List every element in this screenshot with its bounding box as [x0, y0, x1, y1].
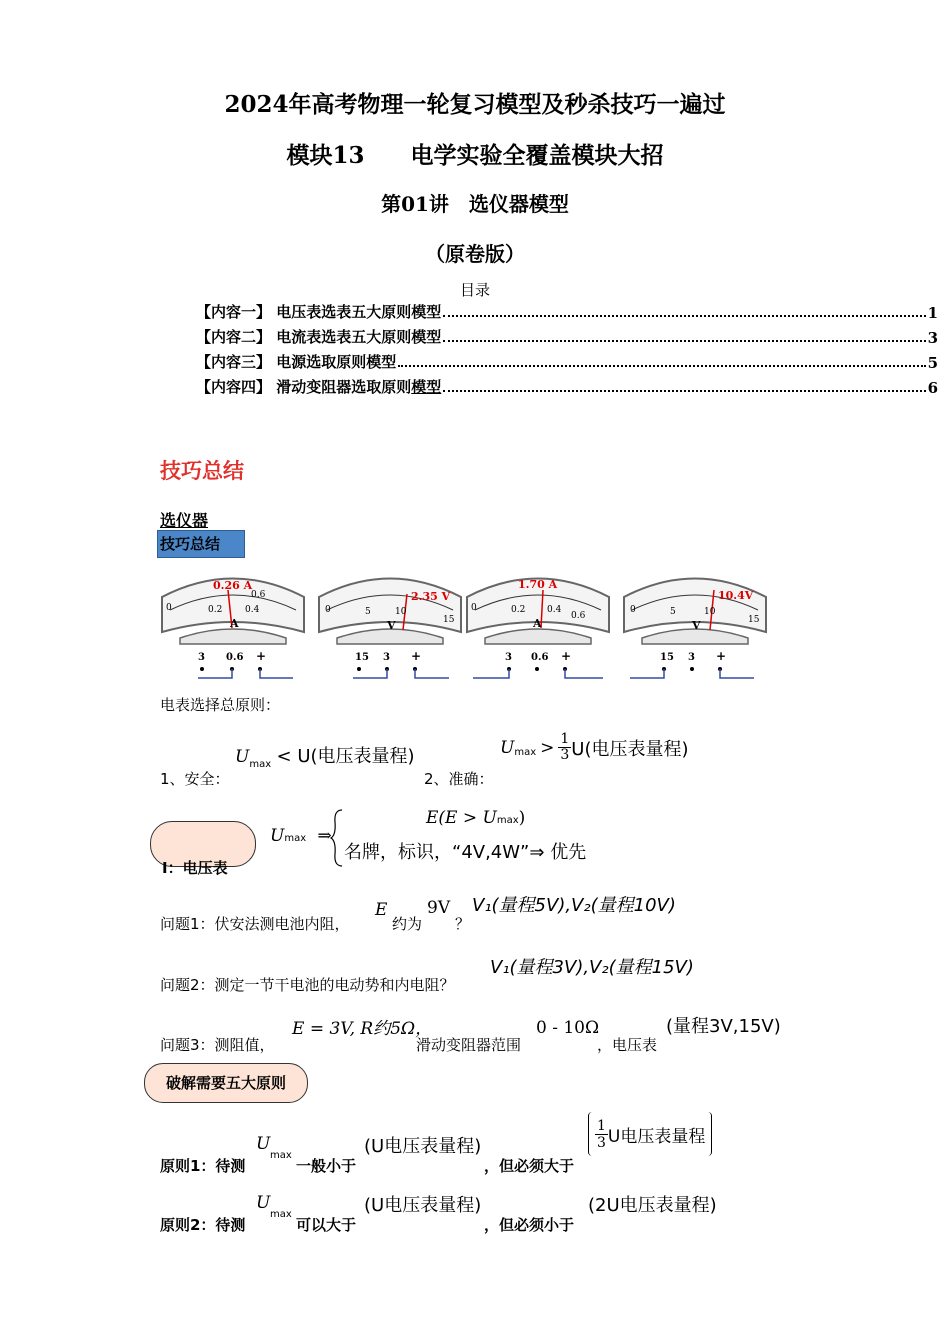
svg-text:5: 5	[365, 607, 371, 617]
svg-text:A: A	[230, 617, 239, 630]
meter-ammeter-2	[467, 578, 609, 678]
umax-arrow: Umax ⇒	[270, 826, 332, 846]
rule-2-umax: U	[256, 1193, 271, 1213]
q1-question-mark: ？	[455, 915, 471, 933]
svg-text:+: +	[561, 649, 572, 663]
module-title: 模块13 电学实验全覆盖模块大招	[286, 142, 664, 169]
q1-options: V₁(量程5V),V₂(量程10V)	[472, 895, 676, 916]
rule-1-min: 1 3 U电压表量程	[588, 1112, 712, 1156]
svg-text:0: 0	[325, 605, 331, 615]
toc-item-4[interactable]	[196, 375, 938, 397]
tips-box: 技巧总结	[157, 530, 245, 558]
lecture-title: 第01讲 选仪器模型	[381, 192, 569, 216]
q1-e: E	[375, 900, 388, 920]
svg-text:+: +	[411, 649, 422, 663]
svg-text:15: 15	[355, 652, 369, 663]
toc-page-number: 5	[927, 354, 938, 372]
toc-page-number: 3	[927, 329, 938, 347]
rule-2-less: ，但必须小于	[484, 1216, 575, 1234]
svg-text:3: 3	[688, 652, 695, 663]
rule-2-greater: 可以大于	[296, 1216, 357, 1234]
rule-2-umax-sub: max	[270, 1209, 292, 1220]
rule-1-umax: U	[256, 1134, 271, 1154]
svg-text:+: +	[716, 649, 727, 663]
rule-1-less: 一般小于	[296, 1157, 357, 1175]
meter-reading: 0.26 A	[213, 579, 253, 592]
q1-value: 9V	[427, 898, 451, 918]
meters-figure	[158, 572, 778, 687]
toc-item-label: 【内容二】 电流表选表五大原则模型	[196, 328, 442, 346]
voltmeter-label: I：电压表	[162, 859, 228, 877]
svg-text:3: 3	[383, 652, 390, 663]
toc-page-number: 1	[927, 304, 938, 322]
toc-item-2[interactable]	[196, 325, 938, 347]
rule-2-label: 原则2：待测	[160, 1216, 246, 1234]
meter-reading: 2.35 V	[411, 590, 451, 603]
svg-text:0: 0	[630, 605, 636, 615]
rule-1-greater: ，但必须大于	[484, 1157, 575, 1175]
svg-text:A: A	[533, 617, 542, 630]
toc-page-number: 6	[927, 379, 938, 397]
voltmeter-case-1: E(E > Umax)	[426, 808, 526, 828]
meter-principle-intro: 电表选择总原则：	[160, 696, 281, 714]
section-heading: 技巧总结	[160, 459, 244, 483]
svg-text:5: 5	[670, 607, 676, 617]
accuracy-formula: U max > 1 3 U(电压表量程)	[500, 731, 689, 763]
rule-1-label: 原则1：待测	[160, 1157, 246, 1175]
svg-text:0.2: 0.2	[511, 605, 526, 615]
rule-2-range: (U电压表量程)	[364, 1195, 482, 1216]
accuracy-label: 2、准确：	[424, 770, 494, 788]
q1-approx: 约为	[392, 915, 423, 933]
svg-text:15: 15	[660, 652, 674, 663]
toc-title: 目录	[459, 281, 490, 299]
meter-voltmeter-2	[624, 579, 766, 679]
svg-text:15: 15	[443, 615, 455, 625]
q2-options: V₁(量程3V),V₂(量程15V)	[490, 957, 694, 978]
svg-text:0: 0	[166, 603, 172, 613]
version-label: （原卷版）	[425, 242, 525, 266]
safety-formula: $U_{max} < U$(电压表量程)	[235, 746, 415, 770]
rule-1-range: (U电压表量程)	[364, 1136, 482, 1157]
svg-text:0: 0	[471, 603, 477, 613]
select-instruments-title: 选仪器	[160, 511, 209, 530]
question-3: 问题3：测阻值，	[160, 1036, 275, 1054]
q3-rheostat-label: 滑动变阻器范围	[416, 1036, 522, 1054]
svg-text:+: +	[256, 649, 267, 663]
toc-item-label: 【内容三】 电源选取原则模型	[196, 353, 397, 371]
meter-ammeter-1	[162, 579, 304, 679]
meter-voltmeter-1	[319, 579, 461, 679]
question-1: 问题1：伏安法测电池内阻，	[160, 915, 350, 933]
svg-text:0.4: 0.4	[547, 605, 562, 615]
five-principles-oval: 破解需要五大原则	[144, 1063, 308, 1103]
toc-item-label: 【内容一】 电压表选表五大原则模型	[196, 303, 442, 321]
doc-title: 2024年高考物理一轮复习模型及秒杀技巧一遍过	[224, 91, 726, 118]
q3-range: 0 - 10Ω	[536, 1018, 600, 1038]
meter-reading: 1.70 A	[518, 578, 558, 591]
brace-icon	[330, 808, 344, 868]
safety-label: 1、安全：	[160, 770, 230, 788]
svg-text:10: 10	[704, 607, 716, 617]
toc-item-1[interactable]	[196, 300, 938, 322]
voltmeter-case-2: 名牌，标识，“4V,4W”⇒ 优先	[344, 842, 587, 863]
svg-text:V: V	[387, 619, 396, 632]
svg-text:0.6: 0.6	[571, 611, 586, 621]
svg-text:V: V	[692, 619, 701, 632]
toc-item-3[interactable]	[196, 350, 938, 372]
svg-text:10: 10	[395, 607, 407, 617]
svg-text:3: 3	[198, 652, 205, 663]
meter-reading: 10.4V	[718, 589, 754, 602]
q3-options: (量程3V,15V)	[666, 1016, 781, 1037]
svg-text:15: 15	[748, 615, 760, 625]
svg-text:0.6: 0.6	[226, 652, 244, 663]
svg-text:3: 3	[505, 652, 512, 663]
svg-text:0.6: 0.6	[531, 652, 549, 663]
svg-text:0.6: 0.6	[251, 590, 266, 600]
svg-text:0.4: 0.4	[245, 605, 260, 615]
q3-voltmeter-label: ，电压表	[597, 1036, 658, 1054]
question-2: 问题2：测定一节干电池的电动势和内电阻？	[160, 976, 455, 994]
rule-2-max: (2U电压表量程)	[588, 1195, 717, 1216]
toc-item-label: 【内容四】 滑动变阻器选取原则模型	[196, 378, 442, 396]
rule-1-umax-sub: max	[270, 1150, 292, 1161]
svg-text:0.2: 0.2	[208, 605, 223, 615]
q3-conditions: E = 3V, R约5Ω，	[292, 1019, 433, 1039]
